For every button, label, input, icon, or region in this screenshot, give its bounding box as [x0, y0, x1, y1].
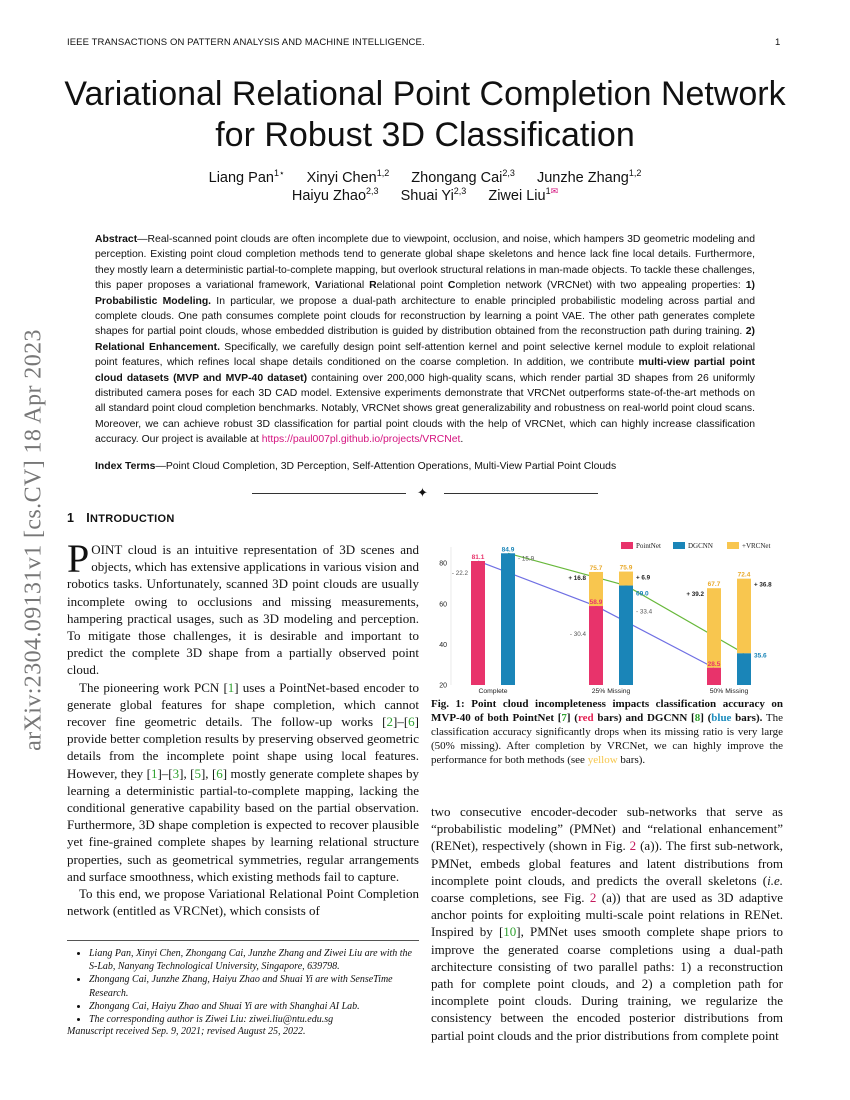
- pointnet-drop-label: - 22.2: [451, 570, 468, 578]
- dgcnn-drop-label: - 15.9: [518, 555, 535, 563]
- figure-caption: Fig. 1: Point cloud incompleteness impacts classification accuracy on MVP-40 of both PointNet [7] (red bars) and DGCNN [8] (blue bars). The classification accuracy significantly drops when its missing ratio is very large (50% missing). After completion by VRCNet, we can highly improve the performance for both methods (see yellow bars).: [431, 698, 784, 766]
- footnote: • Zhongang Cai, Haiyu Zhao and Shuai Yi are with Shanghai AI Lab.: [89, 1000, 419, 1013]
- citation-link[interactable]: 6: [216, 765, 223, 781]
- dgcnn-gain-label: + 6.9: [636, 574, 651, 582]
- section-heading: 1 INTRODUCTION: [67, 511, 175, 525]
- footnote: • Zhongang Cai, Junzhe Zhang, Haiyu Zhao and Shuai Yi are with SenseTime Research.: [89, 973, 419, 999]
- journal-header: IEEE TRANSACTIONS ON PATTERN ANALYSIS AND MACHINE INTELLIGENCE.: [67, 37, 425, 48]
- accuracy-bar-chart: [431, 537, 783, 695]
- footnote: • The corresponding author is Ziwei Liu: ziwei.liu@ntu.edu.sg: [89, 1013, 419, 1026]
- dgcnn-bar: [737, 653, 751, 685]
- pointnet-bar: [707, 668, 721, 685]
- drop-cap: P: [67, 536, 90, 581]
- legend-swatch: [673, 542, 685, 549]
- author: Xinyi Chen$^{1,2}$: [306, 168, 390, 186]
- left-column: POINT cloud is an intuitive representation of 3D scenes and objects, which has extensive applications in various vision and robotics tasks. Unfortunately, scanned 3D point clouds are usually incomplete owing to occlusions and missing measurements, hampering practical usages, such as 3D modeling and perception. To mitigate those challenges, it is desirable and important to predict the complete 3D shape from a partially observed point cloud. The pioneering work PCN [1] uses a PointNet-based encoder to generate global features for shape completion, which cannot recover fine geometric details. The follow-up works [2]–[6] provide better completion results by preserving observed geometric details from the incomplete point shape using local features. However, they [1]–[3], [5], [6] mostly generate complete shapes by learning a deterministic partial-to-complete mapping, lacking the conditional generative capability based on the partial observation. Furthermore, 3D shape completion is expected to recover plausible yet fine-grained complete shapes by learning relational structure properties, such as geometrical symmetries, regular arrangements and surface smoothness, which existing methods fail to capture. To this end, we propose Variational Relational Point Completion network (entitled as VRCNet), which consists of: [67, 536, 420, 919]
- author: Haiyu Zhao$^{2,3}$: [291, 186, 379, 204]
- vrcnet-bar-pointnet: [707, 588, 721, 668]
- dgcnn-bar: [619, 586, 633, 685]
- dgcnn-value-label: 84.9: [501, 546, 515, 554]
- diamond-icon: ✦: [417, 485, 428, 500]
- y-tick-label: 20: [439, 682, 447, 690]
- authors-row-1: [60, 168, 790, 186]
- dgcnn-value-label: 35.6: [754, 652, 767, 660]
- citation-link[interactable]: 1: [150, 765, 158, 781]
- footnote: • Liang Pan, Xinyi Chen, Zhongang Cai, Junzhe Zhang and Ziwei Liu are with the S-Lab, Nanyang Technological University, Singapore, 639798.: [89, 947, 419, 973]
- pointnet-value-label: 58.9: [589, 599, 603, 607]
- pointnet-value-label: 81.1: [471, 554, 485, 562]
- title-line-2: for Robust 3D Classification: [215, 116, 635, 154]
- paper-title: [40, 74, 810, 156]
- citation-link[interactable]: 2: [386, 714, 393, 730]
- author: Zhongang Cai$^{2,3}$: [411, 168, 515, 186]
- y-tick-label: 80: [439, 560, 447, 568]
- section-divider: [252, 485, 598, 500]
- y-tick-label: 60: [439, 601, 447, 609]
- author: Junzhe Zhang$^{1,2}$: [536, 168, 642, 186]
- figure-link[interactable]: 2: [589, 890, 597, 906]
- pointnet-gain-label: + 39.2: [686, 591, 704, 599]
- footnotes: [67, 940, 419, 1026]
- legend-swatch: [727, 542, 739, 549]
- pointnet-gain-label: + 16.8: [568, 574, 586, 582]
- y-tick-label: 40: [439, 641, 447, 649]
- vrcnet-pointnet-value-label: 75.7: [589, 564, 603, 572]
- citation-link[interactable]: 6: [408, 714, 415, 730]
- vrcnet-dgcnn-value-label: 75.9: [619, 564, 633, 572]
- author: Liang Pan$^{1⋆}$: [208, 168, 285, 186]
- vrcnet-bar-dgcnn: [619, 572, 633, 586]
- pointnet-bar: [589, 606, 603, 685]
- dgcnn-drop-label: - 33.4: [636, 608, 653, 616]
- citation-link[interactable]: 7: [561, 712, 567, 724]
- vrcnet-dgcnn-value-label: 72.4: [737, 571, 751, 579]
- legend-label: PointNet: [636, 542, 661, 550]
- vrcnet-bar-dgcnn: [737, 579, 751, 654]
- project-link[interactable]: https://paul007pl.github.io/projects/VRCNet: [261, 434, 461, 446]
- authors-row-2: [60, 186, 790, 204]
- dgcnn-bar: [501, 553, 515, 685]
- legend-swatch: [621, 542, 633, 549]
- pointnet-drop-label: - 30.4: [569, 631, 586, 639]
- vrcnet-pointnet-value-label: 67.7: [707, 581, 721, 589]
- legend-label: DGCNN: [688, 542, 713, 550]
- arxiv-stamp: arXiv:2304.09131v1 [cs.CV] 18 Apr 2023: [20, 329, 47, 751]
- manuscript-note: Manuscript received Sep. 9, 2021; revised August 25, 2022.: [67, 1026, 306, 1037]
- author: Ziwei Liu$^{1✉}$: [488, 186, 559, 204]
- mail-icon: ✉: [550, 186, 559, 196]
- legend-label: +VRCNet: [742, 542, 771, 550]
- citation-link[interactable]: 8: [694, 712, 701, 724]
- author: Shuai Yi$^{2,3}$: [400, 186, 467, 204]
- title-line-1: Variational Relational Point Completion Network: [64, 75, 786, 113]
- pointnet-value-label: 28.5: [707, 660, 721, 668]
- x-tick-label: 50% Missing: [709, 688, 749, 695]
- citation-link[interactable]: 3: [172, 765, 180, 781]
- x-tick-label: Complete: [478, 688, 508, 695]
- index-terms: Index Terms—Point Cloud Completion, 3D Perception, Self-Attention Operations, Multi-View Partial Point Clouds: [95, 461, 617, 472]
- abstract: Abstract—Real-scanned point clouds are often incomplete due to viewpoint, occlusion, and noise, which hampers 3D geometric modeling and perception. Existing point cloud completion methods tend to generate global shape skeletons and hence lack fine local details. Furthermore, they mostly learn a deterministic partial-to-complete mapping, but overlook structural relations in man-made objects. To tackle these challenges, this paper proposes a variational framework, Variational Relational point Completion network (VRCNet) with two appealing properties: 1) Probabilistic Modeling. In particular, we propose a dual-path architecture to enable principled probabilistic modeling across partial and complete clouds. One path consumes complete point clouds for reconstruction by learning a point VAE. The other path generates complete shapes for partial point clouds, whose embedded distribution is guided by distribution obtained from the reconstruction path during training. 2) Relational Enhancement. Specifically, we carefully design point self-attention kernel and point selective kernel module to exploit relational point features, which refines local shape details conditioned on the coarse completion. In addition, we contribute multi-view partial point cloud datasets (MVP and MVP-40 dataset) containing over 200,000 high-quality scans, which render partial 3D shapes from 26 uniformly distributed camera poses for each 3D CAD model. Extensive experiments demonstrate that VRCNet outperforms state-of-the-art methods on all standard point cloud completion benchmarks. Notably, VRCNet shows great generalizability and robustness on real-world point cloud scans. Moreover, we can achieve robust 3D classification for partial point clouds with the help of VRCNet, which can highly increase classification accuracy. Our project is available at https://paul007pl.github.io/projects/VRCNet.: [95, 234, 756, 446]
- pointnet-bar: [471, 561, 485, 685]
- dgcnn-value-label: 69.0: [636, 590, 649, 598]
- page-number: 1: [775, 37, 781, 48]
- x-tick-label: 25% Missing: [591, 688, 631, 695]
- right-column: two consecutive encoder-decoder sub-networks that serve as “probabilistic modeling” (PMNet) and “relational enhancement” (RENet), respectively (shown in Fig. 2 (a)). The first sub-network, PMNet, embeds global features and latent distributions from incomplete point clouds, and predicts the overall skeletons (i.e. coarse completions, see Fig. 2 (a)) that are used as 3D adaptive anchor points for exploiting multi-scale point relations in RENet. Inspired by [10], PMNet uses smooth complete shape priors to improve the generated coarse completions using a dual-path architecture consisting of two parallel paths: 1) a reconstruction path for complete point clouds, and 2) a completion path for incomplete point clouds. During training, we regularize the consistency between the encoded posterior distributions from partial point clouds and the prior distributions from complete point: [431, 804, 784, 1043]
- figure-link[interactable]: 2: [629, 838, 637, 854]
- citation-link[interactable]: 1: [227, 679, 235, 695]
- citation-link[interactable]: 5: [194, 765, 201, 781]
- dgcnn-gain-label: + 36.8: [754, 581, 772, 589]
- citation-link[interactable]: 10: [503, 924, 517, 940]
